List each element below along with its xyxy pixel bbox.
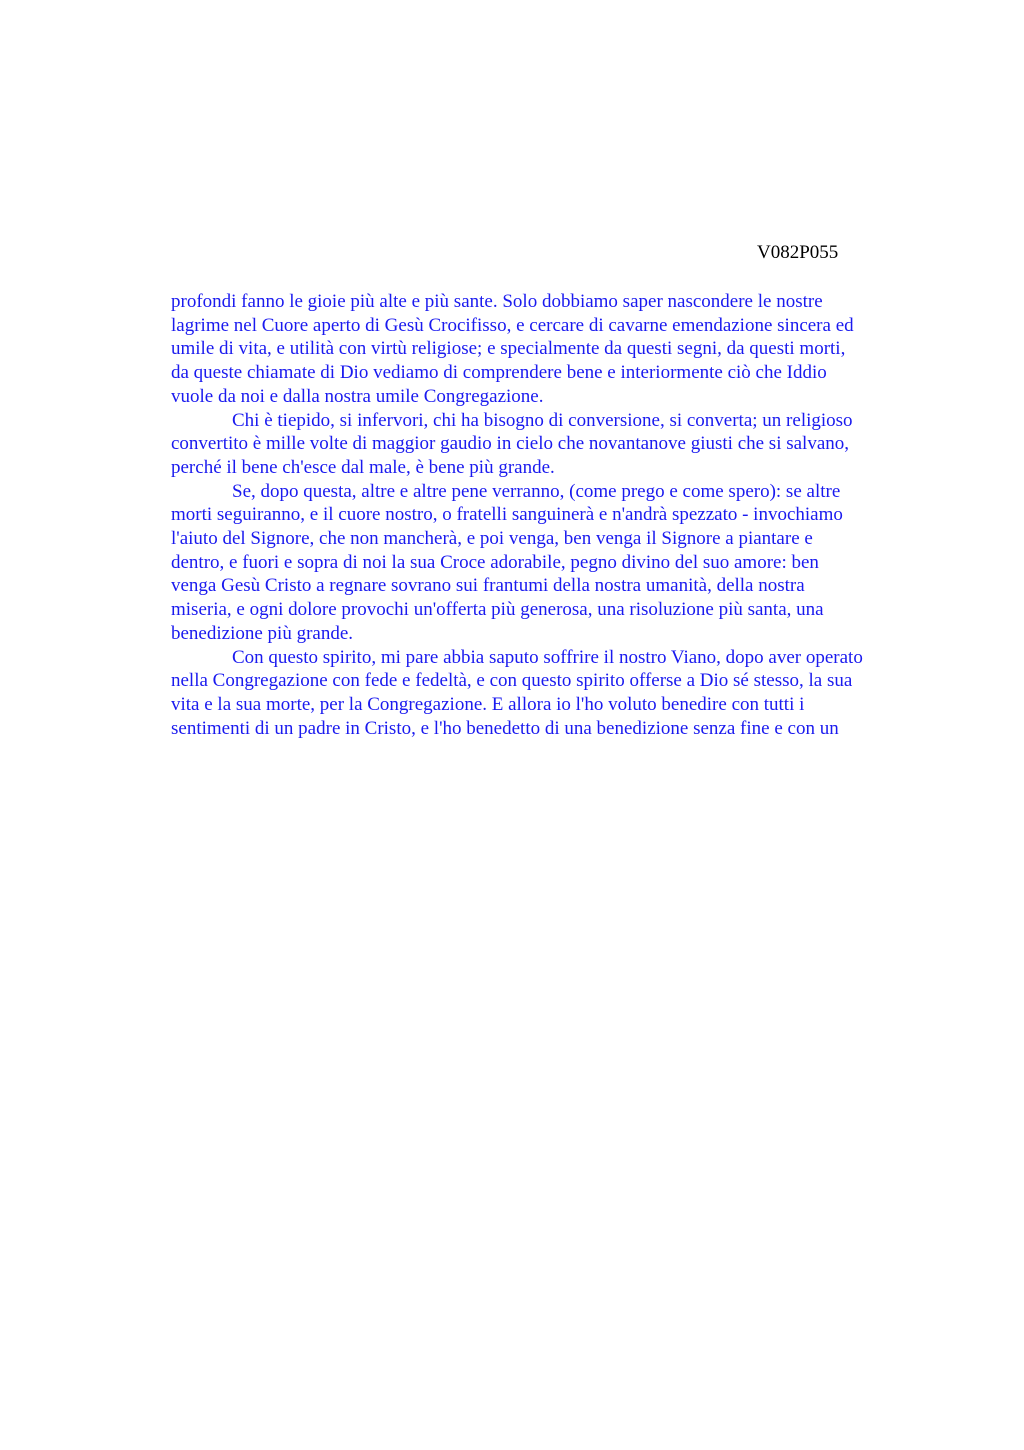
text-line: sentimenti di un padre in Cristo, e l'ho benedetto di una benedizione senza fine e con un	[171, 717, 839, 739]
text-line: venga Gesù Cristo a regnare sovrano sui frantumi della nostra umanità, della nostra	[171, 575, 805, 597]
text-line: Chi è tiepido, si infervori, chi ha bisogno di conversione, si converta; un religioso	[232, 409, 853, 431]
text-line: perché il bene ch'esce dal male, è bene più grande.	[171, 456, 555, 478]
paragraph	[171, 480, 931, 646]
text-line: benedizione più grande.	[171, 622, 354, 644]
text-line: lagrime nel Cuore aperto di Gesù Crocifisso, e cercare di cavarne emendazione sincera ed	[171, 314, 854, 336]
text-line: Con questo spirito, mi pare abbia saputo soffrire il nostro Viano, dopo aver operato	[232, 646, 863, 668]
text-line: umile di vita, e utilità con virtù religiose; e specialmente da questi segni, da questi morti,	[171, 338, 846, 360]
paragraph	[171, 290, 931, 409]
paragraph	[171, 409, 931, 480]
text-line: profondi fanno le gioie più alte e più sante. Solo dobbiamo saper nascondere le nostre	[171, 291, 823, 312]
text-line: morti seguiranno, e il cuore nostro, o fratelli sanguinerà e n'andrà spezzato - invochiamo	[171, 504, 843, 526]
text-line: convertito è mille volte di maggior gaudio in cielo che novantanove giusti che si salvano,	[171, 433, 850, 455]
text-line: vita e la sua morte, per la Congregazione. E allora io l'ho voluto benedire con tutti i	[171, 693, 805, 715]
text-line: l'aiuto del Signore, che non mancherà, e poi venga, ben venga il Signore a piantare e	[171, 528, 813, 550]
text-line: dentro, e fuori e sopra di noi la sua Croce adorabile, pegno divino del suo amore: ben	[171, 551, 819, 573]
text-line: da queste chiamate di Dio vediamo di comprendere bene e interiormente ciò che Iddio	[171, 362, 827, 384]
text-line: vuole da noi e dalla nostra umile Congregazione.	[171, 385, 544, 407]
paragraph	[171, 646, 931, 741]
text-line: miseria, e ogni dolore provochi un'offerta più generosa, una risoluzione più santa, una	[171, 599, 824, 621]
text-line: Se, dopo questa, altre e altre pene verranno, (come prego e come spero): se altre	[232, 480, 841, 502]
body-text	[171, 290, 931, 740]
page-code: V082P055	[757, 242, 839, 263]
text-line: nella Congregazione con fede e fedeltà, e con questo spirito offerse a Dio sé stesso, la sua	[171, 670, 853, 692]
